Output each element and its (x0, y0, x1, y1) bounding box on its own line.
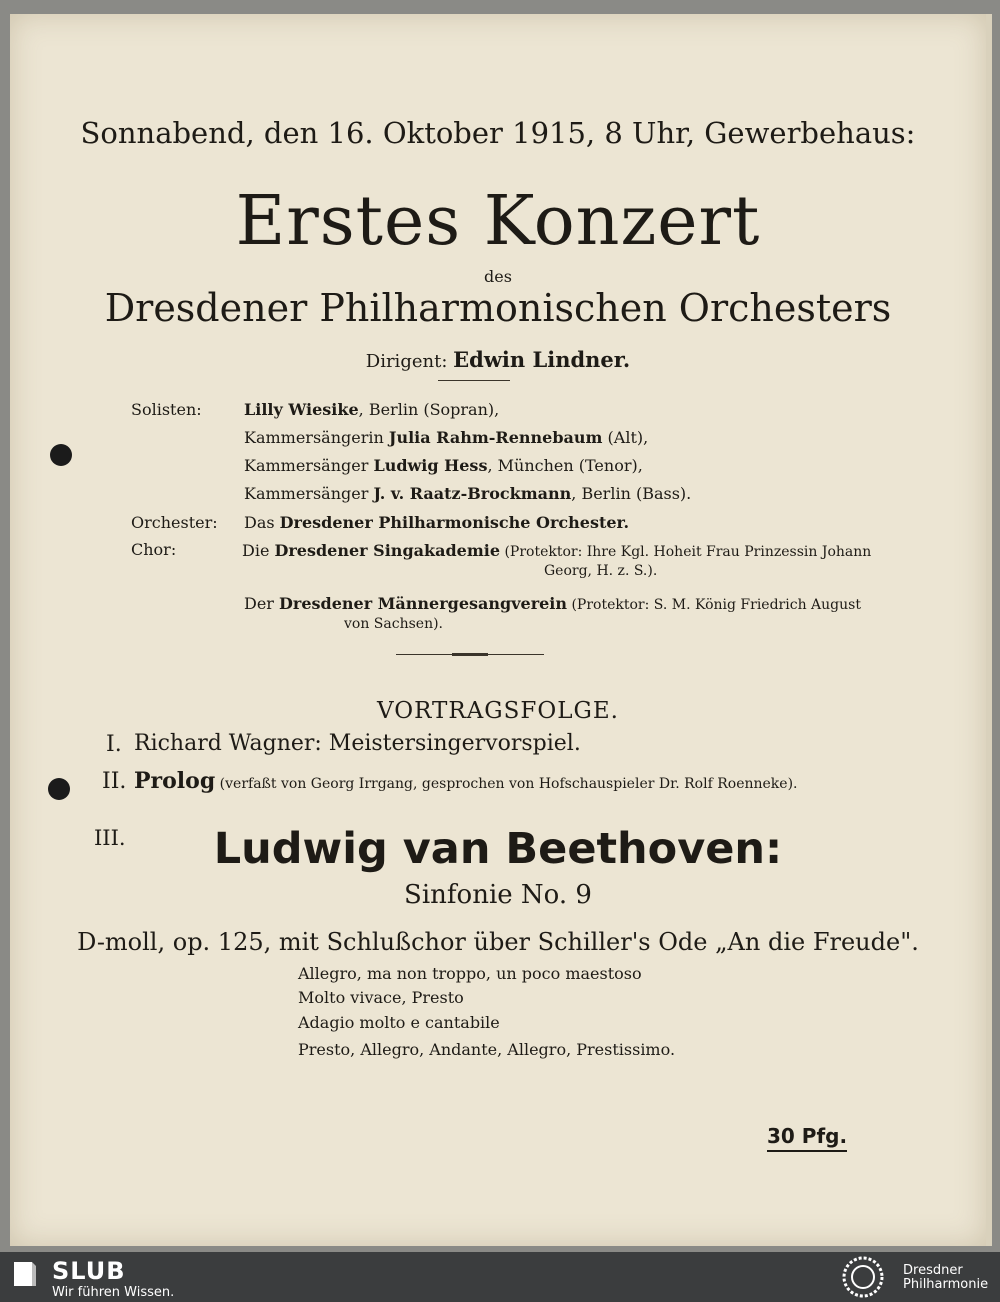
soloist-entry: Lilly Wiesike, Berlin (Sopran), (244, 400, 500, 419)
punch-hole (48, 778, 70, 800)
concert-title: Erstes Konzert (235, 182, 761, 261)
divider-accent (452, 653, 488, 656)
partner-name: Dresdner Philharmonie (903, 1263, 989, 1292)
conductor-label: Dirigent: (365, 351, 448, 372)
punch-hole (50, 444, 72, 466)
slub-name: SLUB (52, 1257, 126, 1285)
program-number: III. (94, 826, 126, 850)
choir-label: Chor: (131, 540, 177, 559)
program-item: Richard Wagner: Meistersingervorspiel. (134, 731, 581, 756)
divider (438, 380, 510, 381)
movement: Molto vivace, Presto (298, 988, 464, 1007)
program-number: II. (102, 769, 127, 794)
work-title: Sinfonie No. 9 (404, 880, 592, 910)
soloist-entry: Kammersängerin Julia Rahm-Rennebaum (Alt), (244, 428, 649, 447)
orchestra-label: Orchester: (131, 513, 218, 532)
movement: Presto, Allegro, Andante, Allegro, Prestissimo. (298, 1040, 676, 1059)
composer: Ludwig van Beethoven: (213, 824, 783, 874)
orchestra-name: Dresdener Philharmonischen Orchesters (104, 286, 892, 330)
soloist-entry: Kammersänger Ludwig Hess, München (Tenor), (244, 456, 643, 475)
program-sheet (10, 14, 992, 1246)
orchestra-entry: Das Dresdener Philharmonische Orchester. (244, 513, 630, 532)
program-item: Prolog (verfaßt von Georg Irrgang, gesprochen von Hofschauspieler Dr. Rolf Roenneke). (134, 768, 798, 794)
choir-entry: Der Dresdener Männergesangverein (Protektor: S. M. König Friedrich August (244, 594, 861, 613)
movement: Adagio molto e cantabile (298, 1013, 500, 1032)
program-heading: VORTRAGSFOLGE. (377, 698, 619, 724)
choir-note-cont: Georg, H. z. S.). (544, 563, 658, 579)
concert-date-venue: Sonnabend, den 16. Oktober 1915, 8 Uhr, Gewerbehaus: (80, 116, 916, 150)
footer-bar (0, 1252, 1000, 1302)
soloist-entry: Kammersänger J. v. Raatz-Brockmann, Berlin (Bass). (244, 484, 692, 503)
conductor-line (10, 347, 986, 372)
des-word: des (484, 267, 512, 286)
choir-note-cont: von Sachsen). (344, 616, 443, 632)
choir-entry: Die Dresdener Singakademie (Protektor: Ihre Kgl. Hoheit Frau Prinzessin Johann (242, 541, 872, 560)
conductor-name: Edwin Lindner. (453, 347, 631, 372)
movement: Allegro, ma non troppo, un poco maestoso (298, 964, 642, 983)
price: 30 Pfg. (767, 1124, 847, 1152)
work-details: D-moll, op. 125, mit Schlußchor über Schiller's Ode „An die Freude". (77, 928, 919, 956)
program-number: I. (106, 732, 122, 757)
soloists-label: Solisten: (131, 400, 202, 419)
slub-logo-icon (12, 1260, 38, 1288)
slub-tagline: Wir führen Wissen. (52, 1285, 175, 1300)
philharmonie-logo-icon (842, 1256, 884, 1298)
